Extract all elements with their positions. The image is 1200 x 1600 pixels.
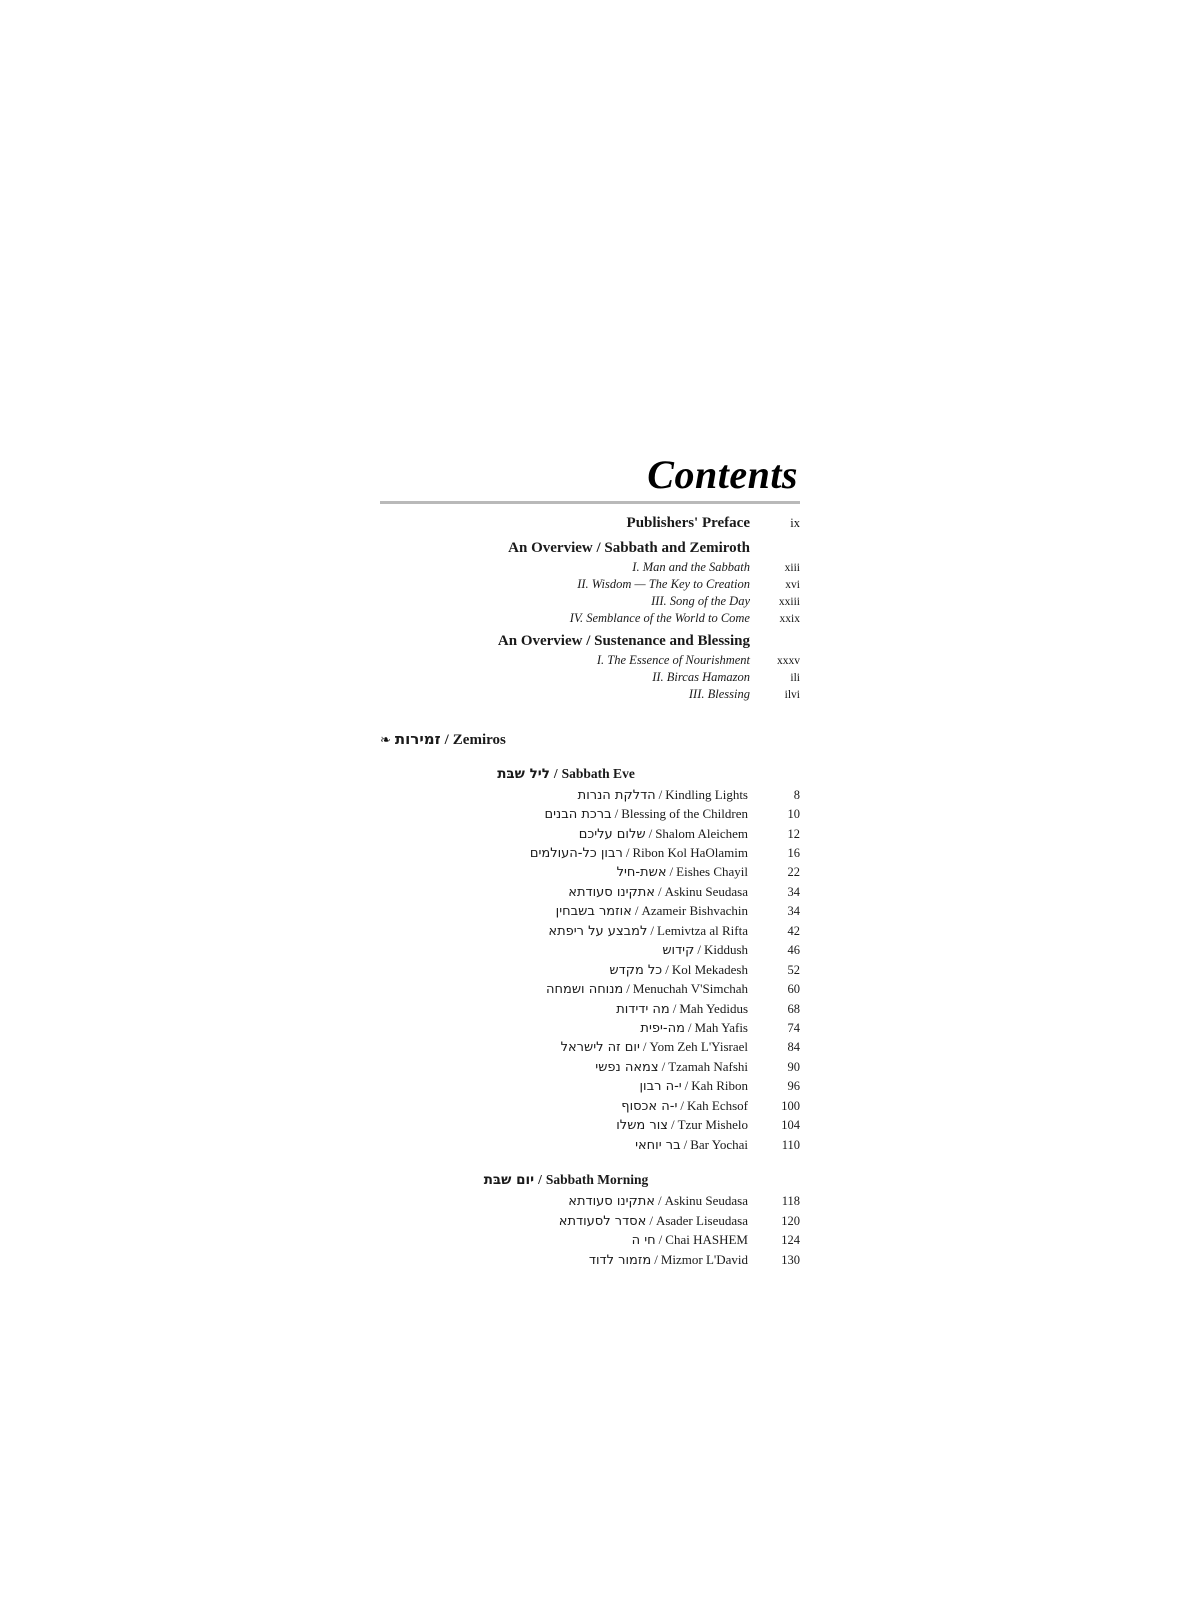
item-latin-prefix: Chai xyxy=(665,1232,694,1248)
item-page: 22 xyxy=(787,865,800,880)
item-separator: / xyxy=(657,1193,662,1209)
list-item-label xyxy=(380,1019,760,1038)
list-item-label xyxy=(380,1136,760,1155)
item-separator: / xyxy=(634,903,639,919)
item-hebrew: מזמור לדוד xyxy=(588,1252,652,1268)
item-latin: Tzamah Nafshi xyxy=(668,1058,748,1074)
list-item[interactable] xyxy=(380,1231,800,1250)
toc-entry-page: xiii xyxy=(784,561,800,574)
item-page: 84 xyxy=(787,1040,800,1055)
item-hebrew: צמאה נפשי xyxy=(595,1059,659,1075)
item-latin: Mizmor L'David xyxy=(660,1251,748,1267)
item-separator: / xyxy=(687,1020,692,1036)
list-item[interactable] xyxy=(380,961,800,980)
item-hebrew: שלום עליכם xyxy=(578,826,646,842)
toc-entry-page: xxxv xyxy=(777,655,800,668)
list-item-label xyxy=(380,1116,760,1135)
item-latin: Yom Zeh L'Yisrael xyxy=(649,1039,748,1055)
item-hebrew: מה-יפית xyxy=(640,1021,685,1037)
item-latin: Kol Mekadesh xyxy=(671,961,748,977)
item-hebrew: בר יוחאי xyxy=(635,1137,681,1153)
item-page: 130 xyxy=(781,1252,800,1267)
item-hebrew: י-ה רבון xyxy=(639,1079,682,1095)
item-page: 74 xyxy=(787,1021,800,1036)
list-item-label xyxy=(380,863,760,882)
item-hebrew: צור משלו xyxy=(616,1118,668,1134)
item-page: 90 xyxy=(787,1059,800,1074)
toc-entry-label: III. Song of the Day xyxy=(651,593,750,608)
item-page: 120 xyxy=(781,1213,800,1228)
list-item-label xyxy=(380,844,760,863)
item-page: 46 xyxy=(787,943,800,958)
item-separator: / xyxy=(658,786,663,802)
subsection-heading-separator: / xyxy=(538,1172,542,1188)
toc-entry[interactable] xyxy=(380,559,800,576)
subsection-heading-latin: Sabbath Morning xyxy=(545,1172,649,1188)
subsection-heading-separator: / xyxy=(553,765,558,781)
toc-entry[interactable] xyxy=(380,593,800,610)
item-page: 104 xyxy=(781,1118,800,1133)
subsection-heading-sabbath-eve xyxy=(380,765,800,783)
item-separator: / xyxy=(661,1058,666,1074)
list-item-label xyxy=(380,922,760,941)
sabbath-eve-items xyxy=(380,786,800,1156)
list-item-label xyxy=(380,1038,760,1057)
list-item[interactable] xyxy=(380,1077,800,1096)
item-latin-hashem: HASHEM xyxy=(693,1232,748,1248)
list-item[interactable] xyxy=(380,1038,800,1057)
page-title: Contents xyxy=(647,452,798,497)
toc-entry-page: ili xyxy=(790,672,800,685)
item-separator: / xyxy=(626,981,630,997)
list-item-label xyxy=(380,1058,760,1077)
item-hebrew: מה ידידות xyxy=(616,1001,670,1017)
toc-entry[interactable] xyxy=(380,686,800,703)
toc-entry-label: I. Man and the Sabbath xyxy=(632,559,750,574)
list-item-label xyxy=(380,805,760,824)
list-item-label xyxy=(380,786,760,805)
section-heading-separator: / xyxy=(444,731,449,748)
list-item[interactable] xyxy=(380,941,800,960)
toc-entry[interactable] xyxy=(380,539,800,559)
item-latin: Shalom Aleichem xyxy=(655,825,748,841)
item-latin: Bar Yochai xyxy=(690,1136,748,1152)
item-hebrew: למבצע על ריפתא xyxy=(548,923,648,939)
item-latin: Kindling Lights xyxy=(665,786,748,802)
toc-entry-label: Publishers' Preface xyxy=(626,515,750,531)
item-latin: Eishes Chayil xyxy=(676,864,748,880)
ornament-icon: ❧ xyxy=(380,731,391,747)
subsection-heading-latin: Sabbath Eve xyxy=(561,765,635,781)
item-separator: / xyxy=(683,1136,688,1152)
list-item-label xyxy=(380,1212,760,1231)
item-page: 110 xyxy=(781,1137,800,1152)
toc-entry-label: An Overview / Sabbath and Zemiroth xyxy=(508,539,750,556)
list-item[interactable] xyxy=(380,902,800,921)
item-separator: / xyxy=(654,1251,658,1267)
section-heading-hebrew: זמירות xyxy=(394,729,441,748)
toc-entry-page: xxix xyxy=(779,613,800,626)
item-latin: Mah Yafis xyxy=(694,1020,748,1036)
list-item-label xyxy=(380,980,760,999)
item-hebrew: יום זה לישראל xyxy=(560,1040,640,1056)
subsection-heading-hebrew: ליל שבּת xyxy=(497,765,550,782)
item-separator: / xyxy=(684,1078,689,1094)
item-hebrew: ברכת הבנים xyxy=(544,807,612,823)
item-latin: Lemivtza al Rifta xyxy=(657,922,748,938)
item-separator: / xyxy=(697,942,701,958)
item-separator: / xyxy=(650,922,655,938)
list-item[interactable] xyxy=(380,1136,800,1155)
item-page: 34 xyxy=(787,904,800,919)
item-latin: Askinu Seudasa xyxy=(664,883,748,899)
item-latin: Menuchah V'Simchah xyxy=(632,981,748,997)
table-of-contents xyxy=(380,452,800,1270)
item-separator: / xyxy=(657,883,662,899)
item-page: 118 xyxy=(781,1194,800,1209)
list-item[interactable] xyxy=(380,1116,800,1135)
list-item[interactable] xyxy=(380,1212,800,1231)
item-separator: / xyxy=(648,825,653,841)
list-item[interactable] xyxy=(380,786,800,805)
item-separator: / xyxy=(672,1000,677,1016)
subsection-heading-hebrew: יום שבּת xyxy=(483,1172,535,1189)
list-item[interactable] xyxy=(380,1251,800,1270)
item-hebrew: אשת-חיל xyxy=(616,865,667,881)
toc-entry[interactable] xyxy=(380,514,800,534)
item-page: 10 xyxy=(787,807,800,822)
list-item[interactable] xyxy=(380,1058,800,1077)
item-latin: Kah Echsof xyxy=(686,1097,748,1113)
list-item[interactable] xyxy=(380,825,800,844)
item-separator: / xyxy=(614,806,619,822)
item-latin: Asader Liseudasa xyxy=(655,1212,748,1228)
list-item-label xyxy=(380,961,760,980)
subsection-heading-sabbath-morning xyxy=(380,1171,800,1189)
item-separator: / xyxy=(625,844,630,860)
list-item[interactable] xyxy=(380,844,800,863)
item-page: 42 xyxy=(787,923,800,938)
list-item-label xyxy=(380,902,760,921)
toc-entry-label: III. Blessing xyxy=(688,687,750,702)
item-page: 68 xyxy=(787,1001,800,1016)
item-latin: Mah Yedidus xyxy=(679,1000,748,1016)
item-separator: / xyxy=(669,864,674,880)
toc-entry[interactable] xyxy=(380,669,800,686)
item-page: 16 xyxy=(787,845,800,860)
list-item[interactable] xyxy=(380,883,800,902)
item-page: 100 xyxy=(781,1098,800,1113)
list-item[interactable] xyxy=(380,922,800,941)
list-item[interactable] xyxy=(380,1019,800,1038)
toc-entry[interactable] xyxy=(380,576,800,593)
title-divider xyxy=(380,501,800,504)
item-latin: Ribon Kol HaOlamim xyxy=(632,844,748,860)
item-separator: / xyxy=(680,1097,684,1113)
list-item-label xyxy=(380,941,760,960)
list-item[interactable] xyxy=(380,1097,800,1116)
toc-entry-label: IV. Semblance of the World to Come xyxy=(569,611,750,626)
item-hebrew: אתקינו סעודתא xyxy=(568,1194,655,1210)
sabbath-morning-items xyxy=(380,1192,800,1270)
front-matter-list xyxy=(380,514,800,704)
item-hebrew: קידוש xyxy=(662,943,695,959)
section-heading-latin: Zemiros xyxy=(452,731,506,748)
item-page: 96 xyxy=(787,1079,800,1094)
item-page: 60 xyxy=(787,982,800,997)
item-hebrew: מנוחה ושמחה xyxy=(546,982,624,998)
toc-entry-page: xvi xyxy=(785,578,800,591)
toc-entry-label: I. The Essence of Nourishment xyxy=(596,653,750,668)
item-separator: / xyxy=(658,1232,663,1248)
toc-entry[interactable] xyxy=(380,610,800,627)
item-page: 12 xyxy=(787,826,800,841)
item-hebrew: הדלקת הנרות xyxy=(577,787,656,803)
item-separator: / xyxy=(642,1039,647,1055)
item-page: 124 xyxy=(781,1233,800,1248)
item-hebrew: י-ה אכסוף xyxy=(621,1098,678,1114)
item-latin: Kiddush xyxy=(703,942,748,958)
list-item-label xyxy=(380,1097,760,1116)
item-latin: Blessing of the Children xyxy=(621,806,748,822)
list-item-label xyxy=(380,883,760,902)
list-item[interactable] xyxy=(380,1000,800,1019)
item-hebrew: אסדר לסעודתא xyxy=(558,1213,647,1229)
item-page: 52 xyxy=(787,962,800,977)
item-separator: / xyxy=(670,1117,675,1133)
toc-entry-label: II. Bircas Hamazon xyxy=(652,670,750,685)
list-item[interactable] xyxy=(380,805,800,824)
list-item-label xyxy=(380,1000,760,1019)
item-hebrew: כל מקדש xyxy=(609,962,663,978)
list-item-label xyxy=(380,825,760,844)
item-latin: Kah Ribon xyxy=(691,1078,748,1094)
item-separator: / xyxy=(649,1212,653,1228)
item-hebrew: רבון כל-העולמים xyxy=(529,845,623,861)
item-page: 34 xyxy=(787,884,800,899)
list-item-label xyxy=(380,1192,760,1211)
list-item[interactable] xyxy=(380,863,800,882)
item-separator: / xyxy=(665,961,669,977)
toc-entry-label: An Overview / Sustenance and Blessing xyxy=(497,633,750,650)
item-hebrew: אוזמר בשבחין xyxy=(555,904,632,920)
item-latin: Askinu Seudasa xyxy=(664,1193,748,1209)
toc-entry-page: ilvi xyxy=(784,689,800,702)
item-page: 8 xyxy=(793,787,800,802)
list-item-label xyxy=(380,1231,760,1250)
toc-entry[interactable] xyxy=(380,632,800,652)
list-item[interactable] xyxy=(380,980,800,999)
item-hebrew: אתקינו סעודתא xyxy=(568,884,655,900)
list-item[interactable] xyxy=(380,1192,800,1211)
section-heading-zemiros xyxy=(380,730,800,749)
list-item-label xyxy=(380,1077,760,1096)
toc-entry-page: ix xyxy=(790,516,800,530)
item-latin: Azameir Bishvachin xyxy=(641,903,748,919)
toc-entry[interactable] xyxy=(380,652,800,669)
list-item-label xyxy=(380,1251,760,1270)
toc-entry-label: II. Wisdom — The Key to Creation xyxy=(577,576,750,591)
toc-entry-page: xxiii xyxy=(778,595,800,608)
item-hebrew: חי ה xyxy=(631,1233,656,1249)
item-latin: Tzur Mishelo xyxy=(677,1117,748,1133)
